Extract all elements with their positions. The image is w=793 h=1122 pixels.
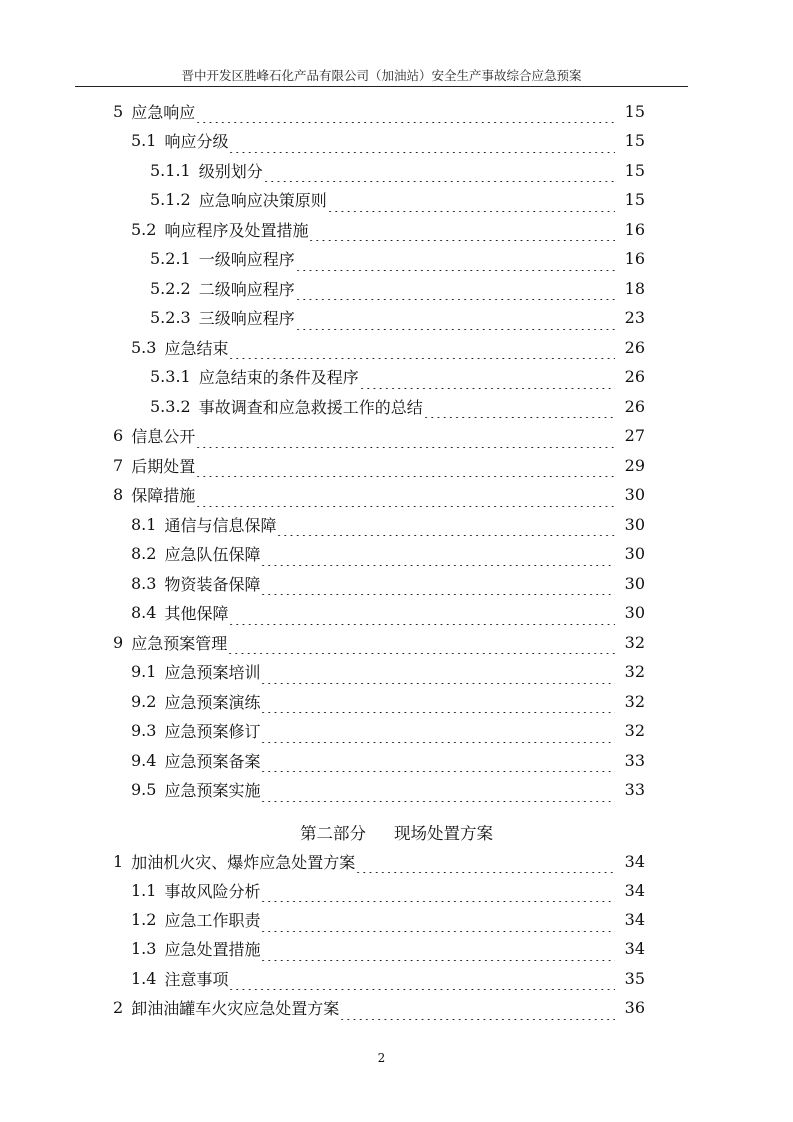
toc-entry-number: 5.2.2 [150,278,191,298]
toc-entry-title: 三级响应程序 [198,309,295,328]
toc-entry-page: 34 [624,910,645,930]
dot-leader [355,849,615,873]
toc-entry-number: 5.1.1 [150,160,191,180]
toc-entry-title: 应急响应决策原则 [198,191,327,210]
dot-leader [260,719,615,743]
toc-entry-number: 1 [113,851,124,871]
toc-entry-page: 26 [624,367,645,386]
dot-leader [327,188,615,212]
dot-leader [423,394,615,418]
toc-entry-title: 应急结束 [164,338,229,358]
toc-entry[interactable] [150,158,645,182]
running-header: 晋中开发区胜峰石化产品有限公司（加油站）安全生产事故综合应急预案 [181,68,582,83]
dot-leader [228,966,615,990]
toc-entry-number: 5 [113,101,124,121]
dot-leader [260,542,615,566]
toc-entry-page: 32 [624,632,645,652]
toc-entry-title: 一级响应程序 [198,250,295,269]
dot-leader [260,748,615,772]
toc-entry[interactable] [150,394,645,418]
toc-entry-page: 33 [624,780,645,799]
dot-leader [308,217,615,241]
toc-entry-title: 通信与信息保障 [164,515,277,535]
toc-entry-number: 5.2.1 [150,249,191,268]
toc-entry-title: 应急预案培训 [164,663,261,682]
toc-entry-number: 1.4 [131,968,157,988]
toc-entry-page: 27 [624,426,645,445]
dot-leader [195,453,615,477]
toc-entry-page: 30 [624,544,645,563]
toc-entry[interactable] [113,453,645,477]
toc-entry-number: 2 [113,998,124,1017]
toc-entry-title: 响应程序及处置措施 [164,220,309,240]
dot-leader [260,778,615,802]
toc-entry-page: 26 [624,396,645,416]
part-title: 现场处置方案 [394,824,493,843]
toc-entry[interactable] [131,689,645,713]
toc-entry[interactable] [131,571,645,595]
toc-entry-page: 30 [624,514,645,534]
toc-entry-title: 其他保障 [164,604,229,623]
toc-entry-page: 29 [624,455,645,475]
toc-entry-number: 5.2 [131,219,157,239]
part-heading [0,820,793,844]
toc-entry-page: 32 [624,691,645,711]
toc-entry-title: 应急预案修订 [164,722,261,741]
toc-entry-page: 34 [624,880,645,900]
toc-entry-page: 15 [624,131,645,150]
toc-entry[interactable] [113,483,645,507]
toc-entry-number: 8 [113,485,124,504]
dot-leader [195,424,615,448]
toc-entry[interactable] [113,424,645,448]
toc-entry[interactable] [131,878,645,902]
dot-leader [263,158,615,182]
page-number: 2 [377,1051,386,1065]
toc-entry-title: 保障措施 [131,486,196,505]
toc-entry-title: 后期处置 [131,456,196,476]
toc-entry-number: 5.1.2 [150,190,191,209]
toc-entry[interactable] [131,512,645,536]
toc-entry[interactable] [113,99,645,123]
toc-entry-number: 8.4 [131,603,157,622]
toc-entry[interactable] [131,908,645,932]
toc-entry[interactable] [131,748,645,772]
toc-entry-title: 应急处置措施 [164,940,261,960]
toc-entry-title: 响应分级 [164,132,229,151]
toc-entry-title: 加油机火灾、爆炸应急处置方案 [131,852,356,872]
toc-entry-number: 5.1 [131,131,157,150]
dot-leader [359,365,615,389]
dot-leader [260,660,615,684]
toc-entry[interactable] [113,630,645,654]
toc-entry[interactable] [131,937,645,961]
toc-entry-page: 18 [624,278,645,298]
toc-entry-page: 23 [624,308,645,327]
toc-entry-title: 应急响应 [131,102,196,122]
toc-entry-number: 9.1 [131,662,157,681]
toc-entry-title: 注意事项 [164,969,229,989]
toc-entry-page: 15 [624,101,645,121]
toc-entry-number: 8.3 [131,573,157,593]
toc-entry-number: 8.2 [131,544,157,563]
toc-entry[interactable] [131,129,645,153]
toc-entry-page: 15 [624,160,645,180]
toc-entry-number: 1.1 [131,880,157,900]
toc-entry-page: 30 [624,603,645,622]
dot-leader [260,937,615,961]
toc-entry-title: 应急工作职责 [164,911,261,931]
toc-entry-page: 35 [624,968,645,988]
toc-entry-title: 事故风险分析 [164,881,261,901]
dot-leader [228,335,615,359]
dot-leader [195,99,615,123]
toc-entry-number: 5.3.2 [150,396,191,416]
toc-entry-number: 9.3 [131,721,157,740]
part-label: 第二部分 [300,824,366,843]
dot-leader [260,689,615,713]
toc-entry-page: 32 [624,662,645,681]
toc-entry-page: 34 [624,851,645,871]
toc-entry-page: 30 [624,485,645,504]
toc-entry-number: 5.2.3 [150,308,191,327]
dot-leader [260,571,615,595]
toc-entry[interactable] [131,217,645,241]
toc-entry-number: 9.4 [131,750,157,770]
toc-entry-title: 事故调查和应急救援工作的总结 [198,397,423,417]
toc-entry[interactable] [131,542,645,566]
toc-entry-number: 8.1 [131,514,157,534]
toc-entry-number: 6 [113,426,124,445]
toc-entry-title: 应急预案管理 [131,633,228,653]
toc-entry[interactable] [150,365,645,389]
toc-entry-title: 信息公开 [131,427,196,446]
toc-entry-page: 26 [624,337,645,357]
toc-entry-page: 33 [624,750,645,770]
toc-entry[interactable] [150,247,645,271]
toc-entry[interactable] [113,996,645,1020]
toc-entry-title: 应急预案实施 [164,781,261,800]
toc-entry-title: 二级响应程序 [198,279,295,299]
toc-entry-number: 1.3 [131,939,157,959]
toc-entry[interactable] [131,719,645,743]
toc-entry-number: 9 [113,632,124,652]
dot-leader [228,601,615,625]
dot-leader [195,483,615,507]
toc-entry-number: 1.2 [131,910,157,930]
toc-entry-page: 36 [624,998,645,1017]
toc-entry-title: 物资装备保障 [164,574,261,594]
toc-entry-title: 级别划分 [198,161,263,181]
toc-entry[interactable] [113,849,645,873]
toc-entry-title: 应急队伍保障 [164,545,261,564]
toc-entry-page: 16 [624,219,645,239]
toc-entry[interactable] [131,778,645,802]
toc-entry-number: 7 [113,455,124,475]
toc-entry[interactable] [131,966,645,990]
toc-entry[interactable] [150,306,645,330]
toc-entry-page: 16 [624,249,645,268]
toc-entry-page: 32 [624,721,645,740]
dot-leader [295,276,615,300]
toc-entry-number: 9.2 [131,691,157,711]
dot-leader [295,247,615,271]
toc-entry-title: 应急结束的条件及程序 [198,368,359,387]
dot-leader [260,908,615,932]
dot-leader [339,996,615,1020]
toc-entry[interactable] [131,601,645,625]
toc-entry[interactable] [131,335,645,359]
toc-entry[interactable] [150,276,645,300]
dot-leader [227,630,615,654]
toc-entry[interactable] [150,188,645,212]
toc-entry-page: 15 [624,190,645,209]
toc-entry-page: 30 [624,573,645,593]
toc-entry-number: 5.3 [131,337,157,357]
dot-leader [228,129,615,153]
toc-entry-title: 应急预案演练 [164,692,261,712]
toc-entry-page: 34 [624,939,645,959]
toc-entry-title: 应急预案备案 [164,751,261,771]
toc-entry-number: 9.5 [131,780,157,799]
dot-leader [260,878,615,902]
toc-entry-number: 5.3.1 [150,367,191,386]
header-divider [75,86,688,87]
toc-entry-title: 卸油油罐车火灾应急处置方案 [131,999,340,1018]
dot-leader [295,306,615,330]
toc-entry[interactable] [131,660,645,684]
dot-leader [276,512,615,536]
